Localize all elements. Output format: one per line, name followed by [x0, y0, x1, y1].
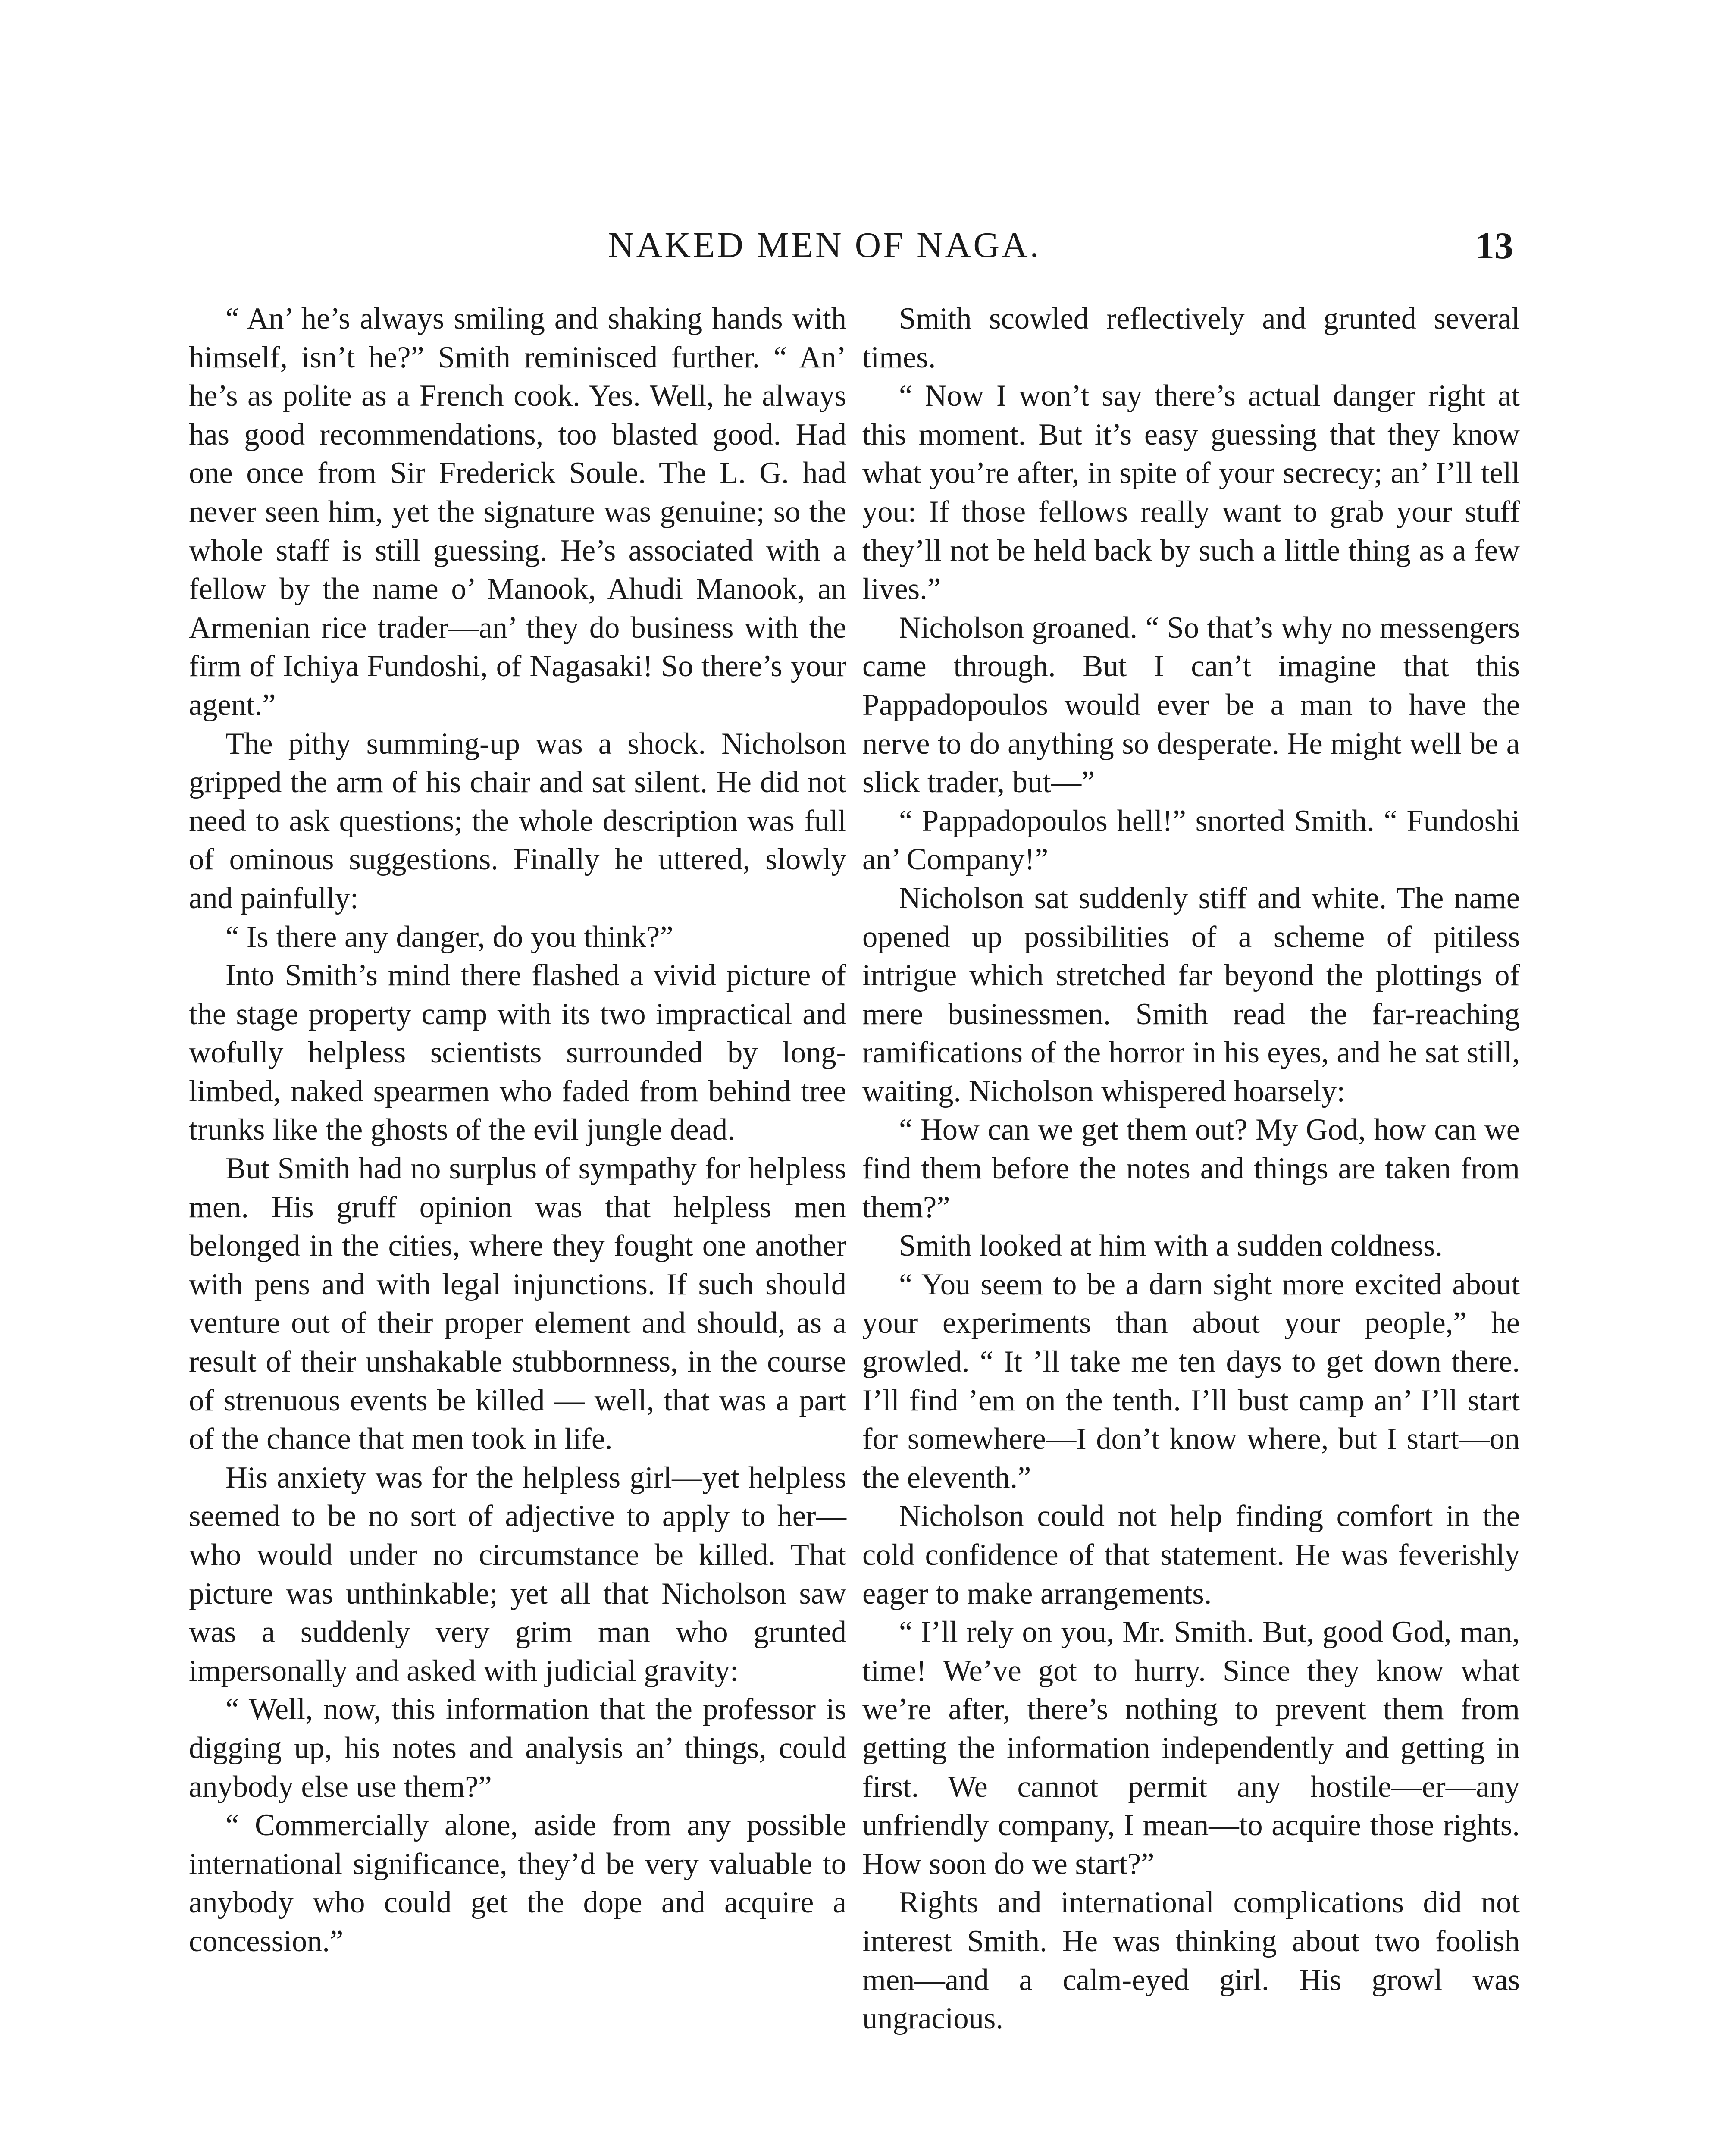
- paragraph: Nicholson groaned. “ So that’s why no messengers came through. But I can’t imagine that this Pappadopoulos would ever be a man to have the nerve to do anything so desperate. He might well be a slick trader, but—”: [862, 611, 1520, 799]
- paragraph: Smith looked at him with a sudden coldness.: [899, 1229, 1443, 1263]
- paragraph: Nicholson could not help finding comfort in the cold confidence of that statement. He was feverishly eager to make arrangements.: [862, 1499, 1520, 1611]
- paragraph: His anxiety was for the helpless girl—yet helpless seemed to be no sort of adjective to apply to her—who would under no circumstance be killed. That picture was unthinkable; yet all that Nicholson saw was a suddenly very grim man who grunted impersonally and asked with judicial gravity:: [189, 1460, 846, 1688]
- paragraph: The pithy summing-up was a shock. Nicholson gripped the arm of his chair and sat silent. He did not need to ask questions; the whole description was full of ominous suggestions. Finally he uttered, slowly and painfully:: [189, 727, 846, 915]
- paragraph: “ How can we get them out? My God, how can we find them before the notes and things are taken from them?”: [862, 1113, 1520, 1224]
- paragraph: “ Pappadopoulos hell!” snorted Smith. “ Fundoshi an’ Company!”: [862, 804, 1520, 877]
- left-column: [189, 300, 846, 2156]
- right-column: [862, 300, 1520, 2156]
- paragraph: “ Commercially alone, aside from any possible international significance, they’d be very valuable to anybody who could get the dope and acquire a concession.”: [189, 1808, 846, 1958]
- paragraph: Rights and international complications did not interest Smith. He was thinking about two foolish men—and a calm-eyed girl. His growl was ungracious.: [862, 1886, 1520, 2036]
- paragraph: “ Now I won’t say there’s actual danger right at this moment. But it’s easy guessing that they know what you’re after, in spite of your secrecy; an’ I’ll tell you: If those fellows really want to grab your stuff they’ll not be held back by such a little thing as a few lives.”: [862, 379, 1520, 606]
- paragraph: “ Well, now, this information that the professor is digging up, his notes and analysis an’ things, could anybody else use them?”: [189, 1692, 846, 1804]
- paragraph: “ Is there any danger, do you think?”: [225, 920, 673, 954]
- paragraph: “ I’ll rely on you, Mr. Smith. But, good God, man, time! We’ve got to hurry. Since they know what we’re after, there’s nothing to prevent them from getting the information independently and getting in first. We cannot permit any hostile—er—any unfriendly company, I mean—to acquire those rights. How soon do we start?”: [862, 1615, 1520, 1881]
- paragraph: But Smith had no surplus of sympathy for helpless men. His gruff opinion was that helpless men belonged in the cities, where they fought one another with pens and with legal injunctions. If such should venture out of their proper element and should, as a result of their unshakable stubbornness, in the course of strenuous events be killed — well, that was a part of the chance that men took in life.: [189, 1152, 846, 1456]
- paragraph: “ You seem to be a darn sight more excited about your experiments than about your people,” he growled. “ It ’ll take me ten days to get down there. I’ll find ’em on the tenth. I’ll bust camp an’ I’ll start for somewhere—I don’t know where, but I start—on the eleventh.”: [862, 1267, 1520, 1495]
- paragraph: Into Smith’s mind there flashed a vivid picture of the stage property camp with its two impractical and wofully helpless scientists surrounded by long-limbed, naked spearmen who faded from behind tree trunks like the ghosts of the evil jungle dead.: [189, 959, 846, 1147]
- paragraph: Nicholson sat suddenly stiff and white. The name opened up possibilities of a scheme of pitiless intrigue which stretched far beyond the plottings of mere businessmen. Smith read the far-reaching ramifications of the horror in his eyes, and he sat still, waiting. Nicholson whispered hoarsely:: [862, 881, 1520, 1108]
- page-number: 13: [1475, 225, 1513, 267]
- paragraph: Smith scowled reflectively and grunted several times.: [862, 302, 1520, 374]
- running-header: NAKED MEN OF NAGA.: [608, 225, 1041, 265]
- paragraph: “ An’ he’s always smiling and shaking hands with himself, isn’t he?” Smith reminisced further. “ An’ he’s as polite as a French cook. Yes. Well, he always has good recommendations, too blasted good. Had one once from Sir Frederick Soule. The L. G. had never seen him, yet the signature was genuine; so the whole staff is still guessing. He’s associated with a fellow by the name o’ Manook, Ahudi Manook, an Armenian rice trader—an’ they do business with the firm of Ichiya Fundoshi, of Nagasaki! So there’s your agent.”: [189, 302, 846, 722]
